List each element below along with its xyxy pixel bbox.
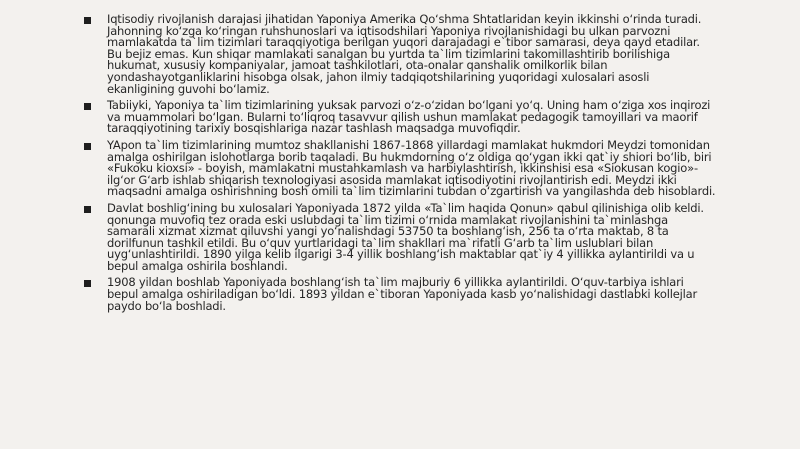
bullet-text: 1908 yildan boshlab Yaponiyada boshlang‘ish ta`lim majburiy 6 yillikka aylantirildi. O‘quv-tarbiya ishlari bepul amalga oshiriladigan bo‘ldi. 1893 yildan e`tiboran Yaponiyada kasb yo‘nalishidagi dastlabki kollejlar paydo bo‘la boshladi. (107, 275, 697, 313)
bullet-text: Tabiiyki, Yaponiya ta`lim tizimlarining yuksak parvozi o‘z-o‘zidan bo‘lgani yo‘q. Uning ham o‘ziga xos inqirozi va muammolari bo‘lgan. Bularni to‘liqroq tasavvur qilish ushun mamlakat pedagogik tamoyillari va maorif taraqqiyotining tarixiy bosqishlariga nazar tashlash maqsadga muvofiqdir. (107, 98, 711, 136)
square-bullet-icon (84, 280, 91, 287)
bullet-item (84, 277, 718, 312)
bullet-item (84, 100, 718, 135)
bullet-item (84, 14, 718, 95)
bullet-item (84, 137, 718, 199)
square-bullet-icon (84, 103, 91, 110)
bullet-text: YApon ta`lim tizimlarining mumtoz shakllanishi 1867-1868 yillardagi mamlakat hukmdori Meydzi tomonidan amalga oshirilgan islohotlarga borib taqaladi. Bu hukmdorning o‘z oldiga qo‘ygan ikki qat`iy shiori bo‘lib, biri «Fukoku kioxsi» - boyish, mamlakatni mustahkamlash va harbiylashtirish, ikkinshisi esa «Siokusan kogio»- ilg‘or G‘arb ishlab shiqarish texnologiyasi asosida mamlakat iqtisodiyotini rivojlantirish edi. Meydzi ikki maqsadni amalga oshirishning bosh omili ta`lim tizimlarini tubdan o‘zgartirish va yangilashda deb hisoblardi. (107, 137, 716, 199)
square-bullet-icon (84, 17, 91, 24)
bullet-text: Davlat boshlig‘ining bu xulosalari Yaponiyada 1872 yilda «Ta`lim haqida Qonun» qabul qilinishiga olib keldi. qonunga muvofiq tez orada eski uslubdagi ta`lim tizimi o‘rnida mamlakat rivojlanishini ta`minlashga samarali xizmat xizmat qiluvshi yangi yo‘nalishdagi 53750 ta boshlang‘ish, 256 ta o‘rta maktab, 8 ta dorilfunun tashkil etildi. Bu o‘quv yurtlaridagi ta`lim shakllari ma`rifatli G‘arb ta`lim uslublari bilan uyg‘unlashtirildi. 1890 yilga kelib ilgarigi 3-4 yillik boshlang‘ish maktablar qat`iy 4 yillikka aylantirildi va u bepul amalga oshirila boshlandi. (107, 200, 704, 273)
bullet-text: Iqtisodiy rivojlanish darajasi jihatidan Yaponiya Amerika Qo‘shma Shtatlaridan keyin ikkinshi o‘rinda turadi. Jahonning ko‘zga ko‘ringan ruhshunoslari va iqtisodshilari Yaponiya rivojlanishidagi bu ulkan parvozni mamlakatda ta`lim tizimlari taraqqiyotiga berilgan yuqori darajadagi e`tibor samarasi, deya qayd etadilar. Bu bejiz emas. Kun shiqar mamlakati sanalgan bu yurtda ta`lim tizimlarini takomillashtirib borilishiga hukumat, xususiy kompaniyalar, jamoat tashkilotlari, ota-onalar qanshalik omilkorlik bilan yondashayotganliklarini hisobga olsak, jahon ilmiy tadqiqotshilarining yuqoridagi xulosalari asosli ekanligining guvohi bo‘lamiz. (107, 12, 702, 96)
square-bullet-icon (84, 143, 91, 150)
bullet-list (84, 14, 718, 317)
square-bullet-icon (84, 206, 91, 213)
bullet-item (84, 200, 718, 273)
